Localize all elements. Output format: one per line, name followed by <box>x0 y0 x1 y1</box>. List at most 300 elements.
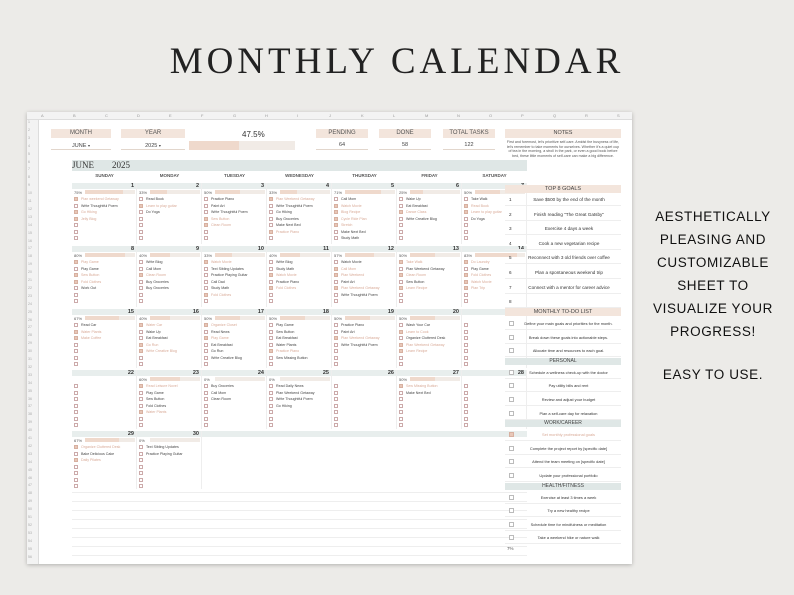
task-item[interactable] <box>74 329 136 335</box>
task-checkbox[interactable] <box>334 293 338 297</box>
task-checkbox[interactable] <box>334 286 338 290</box>
task-item[interactable] <box>269 409 331 415</box>
task-item[interactable] <box>204 216 266 222</box>
task-checkbox[interactable] <box>399 336 403 340</box>
task-item[interactable] <box>399 422 461 428</box>
task-checkbox[interactable] <box>334 362 338 366</box>
task-item[interactable] <box>399 409 461 415</box>
task-item[interactable] <box>139 396 201 402</box>
task-checkbox[interactable] <box>269 384 273 388</box>
task-item[interactable] <box>204 342 266 348</box>
task-item[interactable] <box>399 403 461 409</box>
task-item[interactable] <box>139 416 201 422</box>
task-item[interactable] <box>204 335 266 341</box>
calendar-day-cell[interactable] <box>137 309 202 368</box>
task-checkbox[interactable] <box>399 362 403 366</box>
task-checkbox[interactable] <box>464 286 468 290</box>
task-checkbox[interactable] <box>334 280 338 284</box>
task-item[interactable] <box>334 383 396 389</box>
task-checkbox[interactable] <box>399 230 403 234</box>
task-checkbox[interactable] <box>399 210 403 214</box>
task-item[interactable] <box>269 216 331 222</box>
task-item[interactable] <box>74 483 136 489</box>
task-checkbox[interactable] <box>334 384 338 388</box>
goal-item[interactable] <box>505 222 621 235</box>
task-item[interactable] <box>74 285 136 291</box>
task-checkbox[interactable] <box>204 280 208 284</box>
task-checkbox[interactable] <box>139 452 143 456</box>
task-checkbox[interactable] <box>464 299 468 303</box>
goal-item[interactable] <box>505 251 621 264</box>
task-checkbox[interactable] <box>139 230 143 234</box>
task-item[interactable] <box>334 272 396 278</box>
task-item[interactable] <box>269 422 331 428</box>
goal-item[interactable] <box>505 237 621 250</box>
task-item[interactable] <box>204 285 266 291</box>
task-item[interactable] <box>399 396 461 402</box>
task-item[interactable] <box>204 272 266 278</box>
task-item[interactable] <box>399 335 461 341</box>
task-checkbox[interactable] <box>74 404 78 408</box>
task-item[interactable] <box>334 348 396 354</box>
task-checkbox[interactable] <box>334 210 338 214</box>
task-checkbox[interactable] <box>334 260 338 264</box>
task-checkbox[interactable] <box>464 384 468 388</box>
task-item[interactable] <box>269 403 331 409</box>
task-checkbox[interactable] <box>269 397 273 401</box>
task-checkbox[interactable] <box>464 273 468 277</box>
todo-item[interactable] <box>505 504 621 517</box>
task-item[interactable] <box>334 329 396 335</box>
task-checkbox[interactable] <box>204 273 208 277</box>
task-checkbox[interactable] <box>139 217 143 221</box>
task-item[interactable] <box>139 285 201 291</box>
task-item[interactable] <box>269 361 331 367</box>
task-checkbox[interactable] <box>74 280 78 284</box>
task-item[interactable] <box>74 451 136 457</box>
task-checkbox[interactable] <box>204 384 208 388</box>
task-checkbox[interactable] <box>464 391 468 395</box>
todo-item[interactable] <box>505 344 621 357</box>
task-item[interactable] <box>139 292 201 298</box>
calendar-day-cell[interactable] <box>267 370 332 429</box>
task-item[interactable] <box>269 298 331 304</box>
task-item[interactable] <box>74 216 136 222</box>
task-checkbox[interactable] <box>269 391 273 395</box>
task-checkbox[interactable] <box>269 293 273 297</box>
task-item[interactable] <box>269 222 331 228</box>
task-checkbox[interactable] <box>269 260 273 264</box>
task-item[interactable] <box>74 409 136 415</box>
task-item[interactable] <box>334 279 396 285</box>
todo-checkbox[interactable] <box>509 397 514 402</box>
todo-item[interactable] <box>505 491 621 504</box>
task-item[interactable] <box>269 342 331 348</box>
task-item[interactable] <box>139 329 201 335</box>
task-checkbox[interactable] <box>204 397 208 401</box>
task-checkbox[interactable] <box>139 471 143 475</box>
task-item[interactable] <box>139 272 201 278</box>
task-checkbox[interactable] <box>139 273 143 277</box>
task-checkbox[interactable] <box>204 223 208 227</box>
task-checkbox[interactable] <box>74 356 78 360</box>
task-checkbox[interactable] <box>399 267 403 271</box>
task-checkbox[interactable] <box>204 217 208 221</box>
task-item[interactable] <box>334 266 396 272</box>
task-item[interactable] <box>74 292 136 298</box>
task-checkbox[interactable] <box>139 299 143 303</box>
task-checkbox[interactable] <box>269 423 273 427</box>
task-checkbox[interactable] <box>74 236 78 240</box>
task-item[interactable] <box>399 416 461 422</box>
task-checkbox[interactable] <box>74 452 78 456</box>
task-checkbox[interactable] <box>334 391 338 395</box>
task-item[interactable] <box>399 259 461 265</box>
task-checkbox[interactable] <box>139 404 143 408</box>
todo-item[interactable] <box>505 317 621 330</box>
task-checkbox[interactable] <box>139 286 143 290</box>
task-checkbox[interactable] <box>139 343 143 347</box>
task-item[interactable] <box>269 285 331 291</box>
task-item[interactable] <box>204 235 266 241</box>
task-item[interactable] <box>74 222 136 228</box>
task-item[interactable] <box>74 470 136 476</box>
task-item[interactable] <box>269 383 331 389</box>
task-item[interactable] <box>139 422 201 428</box>
task-checkbox[interactable] <box>139 410 143 414</box>
task-item[interactable] <box>399 329 461 335</box>
task-item[interactable] <box>334 229 396 235</box>
todo-item[interactable] <box>505 331 621 344</box>
task-item[interactable] <box>139 209 201 215</box>
task-checkbox[interactable] <box>269 330 273 334</box>
task-checkbox[interactable] <box>269 280 273 284</box>
todo-checkbox[interactable] <box>509 522 514 527</box>
task-item[interactable] <box>204 383 266 389</box>
year-select[interactable] <box>121 141 185 150</box>
notes-text[interactable]: First and foremost, let's prioritize self-care. Amidst the busyness of life, let's remember to take moments for ourselves. Whether it's a quiet cup of tea in the morning, a stroll in the park, or even a good book before bed, these little moments of self-care can make a big difference. <box>506 140 620 158</box>
task-item[interactable] <box>74 209 136 215</box>
task-checkbox[interactable] <box>464 330 468 334</box>
task-item[interactable] <box>139 477 201 483</box>
task-item[interactable] <box>269 355 331 361</box>
task-checkbox[interactable] <box>139 210 143 214</box>
task-item[interactable] <box>139 348 201 354</box>
calendar-day-cell[interactable] <box>397 370 462 429</box>
calendar-day-cell[interactable] <box>397 246 462 307</box>
task-item[interactable] <box>204 196 266 202</box>
calendar-day-cell[interactable] <box>202 370 267 429</box>
task-checkbox[interactable] <box>204 417 208 421</box>
task-item[interactable] <box>74 342 136 348</box>
task-item[interactable] <box>74 477 136 483</box>
task-checkbox[interactable] <box>139 391 143 395</box>
task-item[interactable] <box>399 322 461 328</box>
task-checkbox[interactable] <box>204 293 208 297</box>
task-item[interactable] <box>334 196 396 202</box>
calendar-day-cell[interactable] <box>72 370 137 429</box>
task-checkbox[interactable] <box>74 349 78 353</box>
task-item[interactable] <box>399 355 461 361</box>
task-item[interactable] <box>74 259 136 265</box>
task-checkbox[interactable] <box>464 349 468 353</box>
task-checkbox[interactable] <box>269 286 273 290</box>
task-item[interactable] <box>139 483 201 489</box>
task-checkbox[interactable] <box>74 217 78 221</box>
task-item[interactable] <box>334 259 396 265</box>
task-item[interactable] <box>334 222 396 228</box>
task-checkbox[interactable] <box>204 343 208 347</box>
task-item[interactable] <box>334 355 396 361</box>
task-checkbox[interactable] <box>334 217 338 221</box>
task-item[interactable] <box>139 409 201 415</box>
task-checkbox[interactable] <box>464 397 468 401</box>
task-checkbox[interactable] <box>464 293 468 297</box>
task-item[interactable] <box>269 235 331 241</box>
task-checkbox[interactable] <box>204 391 208 395</box>
task-checkbox[interactable] <box>464 343 468 347</box>
task-checkbox[interactable] <box>204 423 208 427</box>
task-item[interactable] <box>399 292 461 298</box>
task-item[interactable] <box>139 266 201 272</box>
task-checkbox[interactable] <box>464 267 468 271</box>
task-item[interactable] <box>399 298 461 304</box>
task-checkbox[interactable] <box>269 267 273 271</box>
task-item[interactable] <box>399 390 461 396</box>
task-checkbox[interactable] <box>334 343 338 347</box>
task-checkbox[interactable] <box>399 356 403 360</box>
todo-item[interactable] <box>505 393 621 406</box>
task-item[interactable] <box>269 348 331 354</box>
calendar-day-cell[interactable] <box>202 309 267 368</box>
task-item[interactable] <box>334 285 396 291</box>
task-checkbox[interactable] <box>399 330 403 334</box>
task-item[interactable] <box>399 203 461 209</box>
task-checkbox[interactable] <box>74 343 78 347</box>
task-item[interactable] <box>204 209 266 215</box>
task-item[interactable] <box>139 235 201 241</box>
task-item[interactable] <box>139 259 201 265</box>
task-checkbox[interactable] <box>74 410 78 414</box>
task-item[interactable] <box>139 216 201 222</box>
task-item[interactable] <box>204 222 266 228</box>
task-checkbox[interactable] <box>204 204 208 208</box>
task-item[interactable] <box>334 361 396 367</box>
task-checkbox[interactable] <box>399 299 403 303</box>
task-checkbox[interactable] <box>399 410 403 414</box>
task-checkbox[interactable] <box>139 465 143 469</box>
task-item[interactable] <box>139 279 201 285</box>
task-checkbox[interactable] <box>74 299 78 303</box>
task-checkbox[interactable] <box>334 299 338 303</box>
task-item[interactable] <box>269 279 331 285</box>
task-checkbox[interactable] <box>204 260 208 264</box>
calendar-day-cell[interactable] <box>72 309 137 368</box>
task-checkbox[interactable] <box>334 204 338 208</box>
goal-item[interactable] <box>505 295 621 308</box>
task-checkbox[interactable] <box>269 356 273 360</box>
task-checkbox[interactable] <box>464 417 468 421</box>
task-checkbox[interactable] <box>334 330 338 334</box>
task-item[interactable] <box>139 390 201 396</box>
task-checkbox[interactable] <box>204 230 208 234</box>
task-checkbox[interactable] <box>464 260 468 264</box>
task-item[interactable] <box>74 444 136 450</box>
task-checkbox[interactable] <box>334 323 338 327</box>
task-item[interactable] <box>269 396 331 402</box>
todo-checkbox[interactable] <box>509 383 514 388</box>
task-item[interactable] <box>399 348 461 354</box>
task-item[interactable] <box>74 403 136 409</box>
task-checkbox[interactable] <box>334 336 338 340</box>
task-item[interactable] <box>139 457 201 463</box>
task-checkbox[interactable] <box>204 197 208 201</box>
task-checkbox[interactable] <box>334 356 338 360</box>
task-checkbox[interactable] <box>74 267 78 271</box>
task-checkbox[interactable] <box>74 286 78 290</box>
task-checkbox[interactable] <box>464 404 468 408</box>
todo-item[interactable] <box>505 455 621 468</box>
task-checkbox[interactable] <box>464 217 468 221</box>
task-item[interactable] <box>204 266 266 272</box>
task-checkbox[interactable] <box>269 404 273 408</box>
task-checkbox[interactable] <box>139 336 143 340</box>
task-item[interactable] <box>204 361 266 367</box>
task-checkbox[interactable] <box>269 197 273 201</box>
task-checkbox[interactable] <box>74 465 78 469</box>
task-checkbox[interactable] <box>139 384 143 388</box>
task-checkbox[interactable] <box>139 323 143 327</box>
task-checkbox[interactable] <box>464 423 468 427</box>
task-item[interactable] <box>74 235 136 241</box>
calendar-day-cell[interactable] <box>202 183 267 244</box>
calendar-day-cell[interactable] <box>137 370 202 429</box>
task-item[interactable] <box>139 298 201 304</box>
calendar-day-cell[interactable] <box>72 246 137 307</box>
task-item[interactable] <box>204 416 266 422</box>
task-item[interactable] <box>74 390 136 396</box>
calendar-day-cell[interactable] <box>137 431 202 489</box>
task-checkbox[interactable] <box>399 286 403 290</box>
todo-item[interactable] <box>505 428 621 441</box>
task-checkbox[interactable] <box>334 423 338 427</box>
task-item[interactable] <box>204 422 266 428</box>
task-checkbox[interactable] <box>204 404 208 408</box>
task-checkbox[interactable] <box>399 223 403 227</box>
task-checkbox[interactable] <box>464 223 468 227</box>
task-checkbox[interactable] <box>269 417 273 421</box>
task-checkbox[interactable] <box>269 336 273 340</box>
task-checkbox[interactable] <box>139 236 143 240</box>
goal-item[interactable] <box>505 208 621 221</box>
task-checkbox[interactable] <box>269 210 273 214</box>
task-checkbox[interactable] <box>334 267 338 271</box>
calendar-day-cell[interactable] <box>332 309 397 368</box>
task-checkbox[interactable] <box>74 260 78 264</box>
task-checkbox[interactable] <box>399 343 403 347</box>
task-item[interactable] <box>74 416 136 422</box>
todo-item[interactable] <box>505 442 621 455</box>
task-checkbox[interactable] <box>204 356 208 360</box>
task-checkbox[interactable] <box>204 336 208 340</box>
task-checkbox[interactable] <box>399 323 403 327</box>
task-item[interactable] <box>399 342 461 348</box>
task-checkbox[interactable] <box>464 230 468 234</box>
task-checkbox[interactable] <box>139 478 143 482</box>
task-checkbox[interactable] <box>139 362 143 366</box>
todo-checkbox[interactable] <box>509 495 514 500</box>
task-checkbox[interactable] <box>399 204 403 208</box>
todo-checkbox[interactable] <box>509 432 514 437</box>
todo-checkbox[interactable] <box>509 459 514 464</box>
goal-item[interactable] <box>505 266 621 279</box>
task-item[interactable] <box>74 464 136 470</box>
task-checkbox[interactable] <box>464 323 468 327</box>
calendar-day-cell[interactable] <box>397 183 462 244</box>
task-checkbox[interactable] <box>139 349 143 353</box>
task-checkbox[interactable] <box>464 356 468 360</box>
task-item[interactable] <box>139 444 201 450</box>
task-checkbox[interactable] <box>139 293 143 297</box>
task-checkbox[interactable] <box>204 323 208 327</box>
task-item[interactable] <box>334 416 396 422</box>
task-item[interactable] <box>139 222 201 228</box>
task-checkbox[interactable] <box>399 404 403 408</box>
task-checkbox[interactable] <box>334 273 338 277</box>
task-item[interactable] <box>269 229 331 235</box>
todo-checkbox[interactable] <box>509 321 514 326</box>
task-item[interactable] <box>269 322 331 328</box>
task-item[interactable] <box>204 292 266 298</box>
task-item[interactable] <box>74 272 136 278</box>
task-item[interactable] <box>334 292 396 298</box>
task-item[interactable] <box>334 203 396 209</box>
task-checkbox[interactable] <box>139 458 143 462</box>
task-checkbox[interactable] <box>399 349 403 353</box>
task-item[interactable] <box>139 470 201 476</box>
task-checkbox[interactable] <box>204 210 208 214</box>
task-item[interactable] <box>139 383 201 389</box>
todo-checkbox[interactable] <box>509 508 514 513</box>
goal-item[interactable] <box>505 281 621 294</box>
task-item[interactable] <box>399 209 461 215</box>
todo-checkbox[interactable] <box>509 446 514 451</box>
task-item[interactable] <box>139 342 201 348</box>
task-item[interactable] <box>74 203 136 209</box>
task-item[interactable] <box>204 203 266 209</box>
task-item[interactable] <box>139 203 201 209</box>
task-item[interactable] <box>269 209 331 215</box>
task-checkbox[interactable] <box>269 204 273 208</box>
task-item[interactable] <box>399 361 461 367</box>
task-checkbox[interactable] <box>139 330 143 334</box>
task-item[interactable] <box>204 403 266 409</box>
task-checkbox[interactable] <box>139 397 143 401</box>
task-checkbox[interactable] <box>399 217 403 221</box>
task-checkbox[interactable] <box>204 349 208 353</box>
task-item[interactable] <box>269 196 331 202</box>
task-checkbox[interactable] <box>269 273 273 277</box>
task-item[interactable] <box>204 259 266 265</box>
task-checkbox[interactable] <box>269 223 273 227</box>
task-checkbox[interactable] <box>139 356 143 360</box>
todo-item[interactable] <box>505 379 621 392</box>
task-checkbox[interactable] <box>334 230 338 234</box>
task-item[interactable] <box>74 229 136 235</box>
task-item[interactable] <box>74 383 136 389</box>
task-item[interactable] <box>139 229 201 235</box>
task-checkbox[interactable] <box>74 458 78 462</box>
